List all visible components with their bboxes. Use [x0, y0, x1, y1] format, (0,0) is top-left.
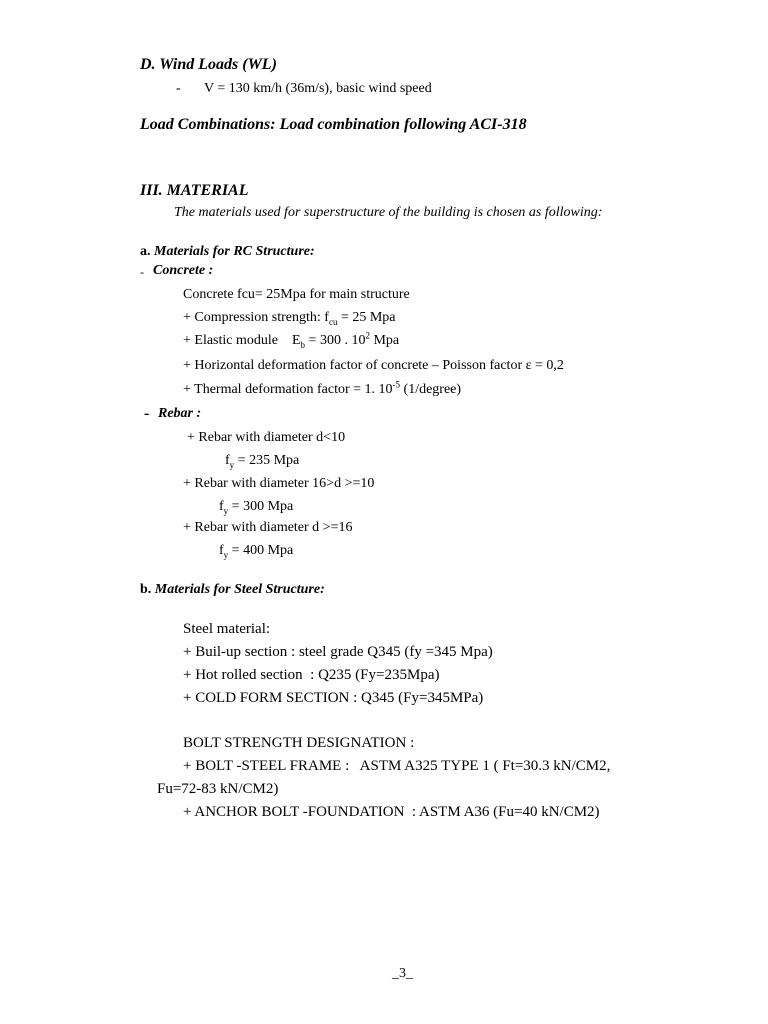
- compression-text: + Compression strength: f: [183, 310, 329, 325]
- compression-strength-line: [183, 311, 396, 325]
- bolt-steel-frame-line1: + BOLT -STEEL FRAME : ASTM A325 TYPE 1 ( Ft=30.3 kN/CM2,: [183, 758, 611, 774]
- rc-prefix: a.: [140, 244, 151, 259]
- steel-item-3: + COLD FORM SECTION : Q345 (Fy=345MPa): [183, 690, 484, 706]
- rebar-item-1-fy: [225, 454, 299, 468]
- material-intro: The materials used for superstructure of the building is chosen as following:: [174, 205, 603, 220]
- steel-item-1: + Buil-up section : steel grade Q345 (fy =345 Mpa): [183, 644, 493, 660]
- fy-value: = 300 Mpa: [228, 499, 294, 514]
- rc-section-heading: [140, 245, 315, 259]
- elastic-text: + Elastic module E: [183, 333, 301, 348]
- concrete-label: Concrete :: [153, 263, 214, 278]
- compression-sub: cu: [328, 316, 338, 327]
- elastic-value: Mpa: [369, 333, 400, 348]
- concrete-main-text: Concrete fcu= 25Mpa for main structure: [183, 287, 410, 302]
- material-heading: III. MATERIAL: [140, 182, 249, 199]
- load-combinations-heading: Load Combinations: Load combination following ACI-318: [140, 116, 527, 133]
- bolt-steel-frame-line2: Fu=72-83 kN/CM2): [157, 781, 279, 797]
- rebar-item-2-desc: + Rebar with diameter 16>d >=10: [183, 476, 375, 491]
- elastic-sup: 2: [365, 330, 370, 341]
- fy-sub: y: [223, 505, 229, 516]
- rebar-label: Rebar :: [158, 406, 202, 421]
- steel-material-label: Steel material:: [183, 621, 271, 637]
- rebar-item-3-desc: + Rebar with diameter d >=16: [183, 520, 353, 535]
- anchor-bolt-line: + ANCHOR BOLT -FOUNDATION : ASTM A36 (Fu=40 kN/CM2): [183, 804, 600, 820]
- wind-speed-text: V = 130 km/h (36m/s), basic wind speed: [204, 81, 432, 96]
- page-number: _3_: [392, 966, 413, 981]
- thermal-sup: -5: [392, 379, 401, 390]
- steel-item-2: + Hot rolled section : Q235 (Fy=235Mpa): [183, 667, 440, 683]
- elastic-module-line: [183, 330, 400, 350]
- thermal-factor-line: [183, 379, 462, 397]
- steel-heading-text: Materials for Steel Structure:: [154, 582, 325, 597]
- concrete-bullet: -: [140, 265, 144, 279]
- elastic-sub: b: [300, 339, 306, 350]
- steel-prefix: b.: [140, 582, 152, 597]
- rebar-bullet: -: [144, 405, 150, 422]
- thermal-text: + Thermal deformation factor = 1. 10: [183, 382, 393, 397]
- fy-symbol: f: [219, 543, 224, 558]
- steel-section-heading: [140, 583, 325, 597]
- thermal-value: (1/degree): [400, 382, 462, 397]
- fy-sub: y: [229, 459, 235, 470]
- rebar-item-1-desc: + Rebar with diameter d<10: [187, 430, 346, 445]
- rebar-item-2-fy: [219, 500, 293, 514]
- compression-value: = 25 Mpa: [337, 310, 396, 325]
- elastic-mid: = 300 . 10: [305, 333, 366, 348]
- fy-sub: y: [223, 549, 229, 560]
- poisson-factor-line: + Horizontal deformation factor of concrete – Poisson factor ε = 0,2: [183, 358, 564, 373]
- rebar-item-3-fy: [219, 544, 293, 558]
- fy-symbol: f: [225, 453, 230, 468]
- bolt-strength-heading: BOLT STRENGTH DESIGNATION :: [183, 735, 415, 751]
- wind-bullet: -: [176, 81, 181, 96]
- fy-value: = 235 Mpa: [234, 453, 300, 468]
- fy-value: = 400 Mpa: [228, 543, 294, 558]
- wind-loads-heading: D. Wind Loads (WL): [140, 56, 277, 73]
- fy-symbol: f: [219, 499, 224, 514]
- rc-heading-text: Materials for RC Structure:: [154, 244, 315, 259]
